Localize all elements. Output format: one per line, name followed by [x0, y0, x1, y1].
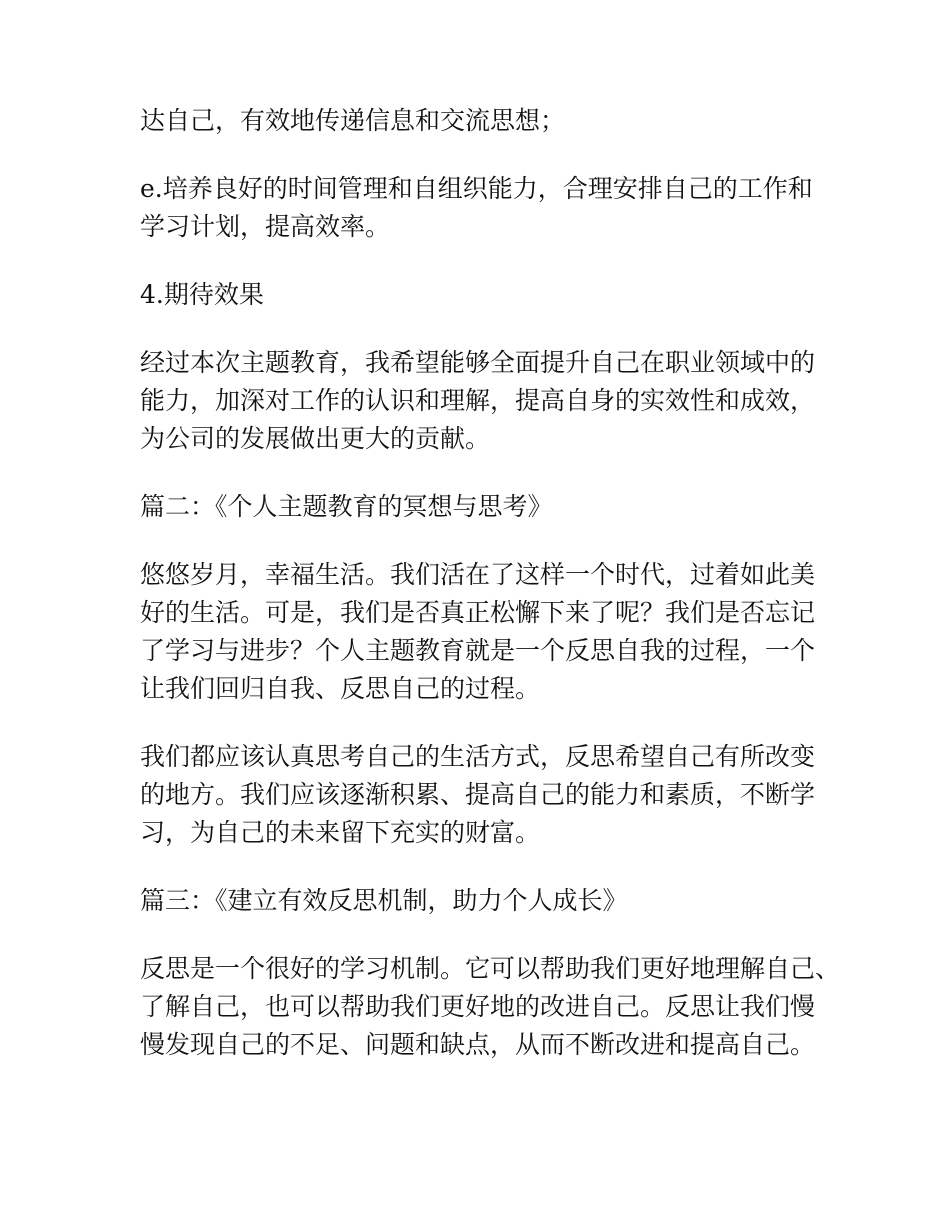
text-line: 我们都应该认真思考自己的生活方式，反思希望自己有所改变 [140, 742, 816, 771]
text-line: 了解自己，也可以帮助我们更好地的改进自己。反思让我们慢 [140, 992, 816, 1021]
article-title-part-three [140, 882, 820, 920]
text-line: 4.期待效果 [140, 280, 264, 309]
section-heading-expected-results [140, 276, 820, 314]
paragraph-list-item-e [140, 170, 820, 246]
text-line: 能力，加深对工作的认识和理解，提高自身的实效性和成效， [140, 386, 816, 415]
text-line: e.培养良好的时间管理和自组织能力，合理安排自己的工作和 [140, 174, 813, 203]
text-line: 篇三：《建立有效反思机制，助力个人成长》 [140, 886, 628, 915]
text-line: 学习计划，提高效率。 [140, 212, 391, 241]
paragraph-expected-results [140, 344, 820, 458]
text-line: 达自己，有效地传递信息和交流思想； [140, 106, 566, 135]
paragraph-part-two-intro [140, 556, 820, 708]
text-line: 慢发现自己的不足、问题和缺点，从而不断改进和提高自己。 [140, 1030, 816, 1059]
text-line: 了学习与进步？个人主题教育就是一个反思自我的过程，一个 [140, 636, 816, 665]
text-line: 篇二：《个人主题教育的冥想与思考》 [140, 492, 553, 521]
text-line: 悠悠岁月，幸福生活。我们活在了这样一个时代，过着如此美 [140, 560, 816, 589]
text-line: 反思是一个很好的学习机制。它可以帮助我们更好地理解自己、 [140, 954, 841, 983]
text-line: 经过本次主题教育，我希望能够全面提升自己在职业领域中的 [140, 348, 816, 377]
text-line: 的地方。我们应该逐渐积累、提高自己的能力和素质，不断学 [140, 780, 816, 809]
text-line: 让我们回归自我、反思自己的过程。 [140, 674, 541, 703]
document-body [140, 102, 841, 1094]
text-line: 为公司的发展做出更大的贡献。 [140, 424, 491, 453]
paragraph-part-two-body [140, 738, 820, 852]
text-line: 习，为自己的未来留下充实的财富。 [140, 818, 541, 847]
paragraph-continuation [140, 102, 820, 140]
article-title-part-two [140, 488, 820, 526]
text-line: 好的生活。可是，我们是否真正松懈下来了呢？我们是否忘记 [140, 598, 816, 627]
paragraph-part-three-intro [140, 950, 841, 1064]
